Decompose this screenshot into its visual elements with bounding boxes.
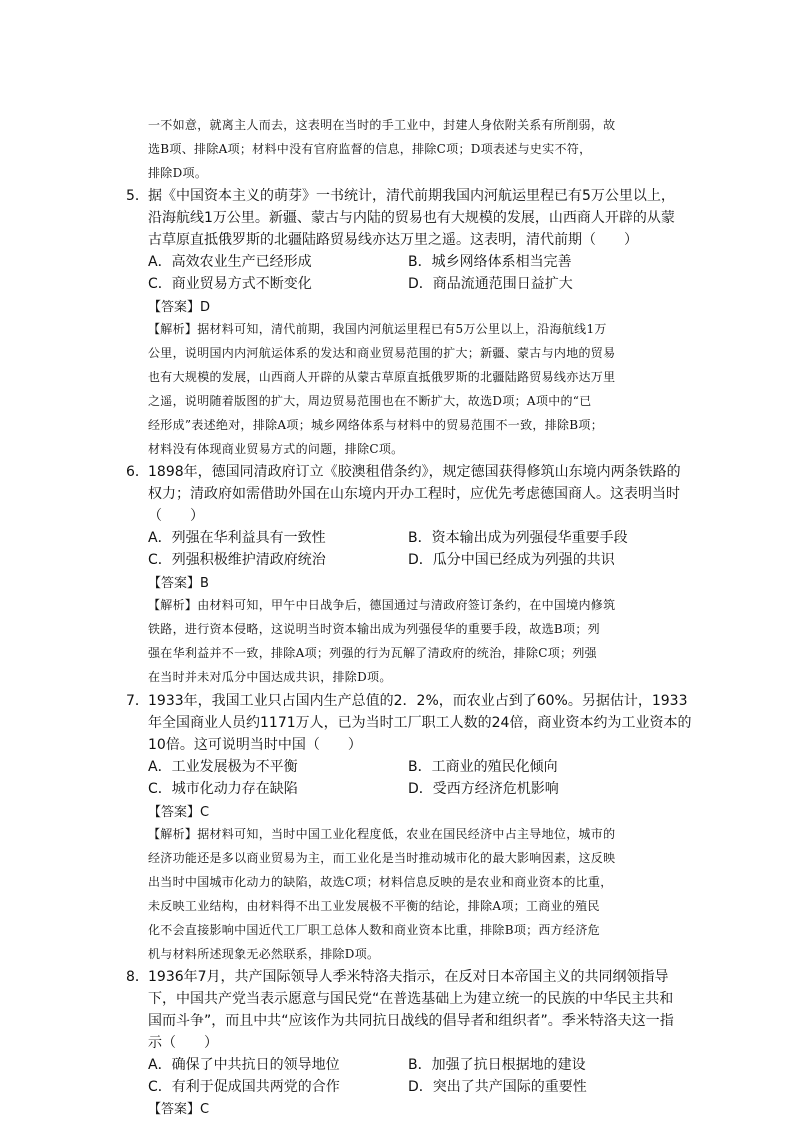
answer-label: 【答案】C — [148, 805, 210, 820]
explanation-line: 在当时并未对瓜分中国达成共识，排除D项。 — [148, 670, 392, 684]
question-number: 8． — [126, 969, 149, 985]
option-c: C．城市化动力存在缺陷 — [148, 781, 298, 797]
question-stem-line: （ ） — [148, 508, 204, 524]
option-d: D．受西方经济危机影响 — [408, 781, 559, 797]
option-c: C．有利于促成国共两党的合作 — [148, 1079, 340, 1095]
explanation-line: 选B项、排除A项；材料中没有官府监督的信息，排除C项；D项表述与史实不符， — [148, 142, 592, 156]
option-d: D．商品流通范围日益扩大 — [408, 276, 573, 292]
option-a: A．列强在华利益具有一致性 — [148, 530, 326, 546]
option-d: D．瓜分中国已经成为列强的共识 — [408, 552, 615, 568]
question-stem-line: 1898年，德国同清政府订立《胶澳租借条约》，规定德国获得修筑山东境内两条铁路的 — [148, 464, 681, 480]
question-stem-line: 国而斗争”，而且中共“应该作为共同抗日战线的倡导者和组织者”。季米特洛夫这一指 — [148, 1013, 674, 1029]
explanation-line: 材料没有体现商业贸易方式的问题，排除C项。 — [148, 442, 404, 456]
question-stem-line: 示（ ） — [148, 1035, 218, 1051]
question-stem-line: 1936年7月，共产国际领导人季米特洛夫指示，在反对日本帝国主义的共同纲领指导 — [148, 969, 669, 985]
explanation-line: 铁路，进行资本侵略，这说明当时资本输出成为列强侵华的重要手段，故选B项；列 — [148, 622, 600, 636]
explanation-line: 【解析】由材料可知，甲午中日战争后，德国通过与清政府签订条约，在中国境内修筑 — [148, 598, 616, 612]
explanation-line: 化不会直接影响中国近代工厂职工总体人数和商业资本比重，排除B项；西方经济危 — [148, 923, 600, 937]
option-a: A．高效农业生产已经形成 — [148, 254, 312, 270]
question-number: 6． — [126, 464, 149, 480]
option-d: D．突出了共产国际的重要性 — [408, 1079, 587, 1095]
question-stem-line: 据《中国资本主义的萌芽》一书统计，清代前期我国内河航运里程已有5万公里以上， — [148, 188, 675, 204]
question-stem-line: 古草原直抵俄罗斯的北疆陆路贸易线亦达万里之遥。这表明，清代前期（ ） — [148, 232, 638, 248]
option-c: C．列强积极维护清政府统治 — [148, 552, 326, 568]
answer-label: 【答案】D — [148, 300, 211, 315]
option-a: A．确保了中共抗日的领导地位 — [148, 1057, 340, 1073]
question-stem-line: 10倍。这可说明当时中国（ ） — [148, 737, 362, 753]
option-b: B．工商业的殖民化倾向 — [408, 759, 558, 775]
question-stem-line: 1933年，我国工业只占国内生产总值的2．2%，而农业占到了60%。另据估计，1933 — [148, 693, 688, 709]
option-b: B．城乡网络体系相当完善 — [408, 254, 572, 270]
explanation-line: 之遥，说明随着版图的扩大，周边贸易范围也在不断扩大，故选D项；A项中的“已 — [148, 394, 592, 408]
explanation-line: 【解析】据材料可知，清代前期，我国内河航运里程已有5万公里以上，沿海航线1万 — [148, 322, 607, 336]
option-b: B．加强了抗日根据地的建设 — [408, 1057, 586, 1073]
question-number: 5． — [126, 188, 149, 204]
explanation-line: 排除D项。 — [148, 166, 208, 180]
question-number: 7． — [126, 693, 149, 709]
option-a: A．工业发展极为不平衡 — [148, 759, 298, 775]
explanation-line: 经形成”表述绝对，排除A项；城乡网络体系与材料中的贸易范围不一致，排除B项； — [148, 418, 604, 432]
explanation-line: 经济功能还是多以商业贸易为主，而工业化是当时推动城市化的最大影响因素，这反映 — [148, 851, 616, 865]
explanation-line: 也有大规模的发展，山西商人开辟的从蒙古草原直抵俄罗斯的北疆陆路贸易线亦达万里 — [148, 370, 616, 384]
explanation-line: 机与材料所述现象无必然联系，排除D项。 — [148, 947, 380, 961]
explanation-line: 【解析】据材料可知，当时中国工业化程度低，农业在国民经济中占主导地位，城市的 — [148, 827, 616, 841]
option-c: C．商业贸易方式不断变化 — [148, 276, 312, 292]
answer-label: 【答案】B — [148, 576, 209, 591]
question-stem-line: 年全国商业人员约1171万人，已为当时工厂职工人数的24倍，商业资本约为工业资本的 — [148, 715, 692, 731]
option-b: B．资本输出成为列强侵华重要手段 — [408, 530, 628, 546]
explanation-line: 强在华利益并不一致，排除A项；列强的行为瓦解了清政府的统治，排除C项；列强 — [148, 646, 597, 660]
answer-label: 【答案】C — [148, 1102, 210, 1117]
explanation-line: 一不如意，就离主人而去，这表明在当时的手工业中，封建人身依附关系有所削弱，故 — [148, 118, 616, 132]
question-stem-line: 权力；清政府如需借助外国在山东境内开办工程时，应优先考虑德国商人。这表明当时 — [148, 486, 680, 502]
explanation-line: 出当时中国城市化动力的缺陷，故选C项；材料信息反映的是农业和商业资本的比重， — [148, 875, 613, 889]
explanation-line: 公里，说明国内内河航运体系的发达和商业贸易范围的扩大；新疆、蒙古与内地的贸易 — [148, 346, 616, 360]
question-stem-line: 下，中国共产党当表示愿意与国民党“在普选基础上为建立统一的民族的中华民主共和 — [148, 991, 674, 1007]
question-stem-line: 沿海航线1万公里。新疆、蒙古与内陆的贸易也有大规模的发展，山西商人开辟的从蒙 — [148, 210, 675, 226]
explanation-line: 未反映工业结构，由材料得不出工业发展极不平衡的结论，排除A项；工商业的殖民 — [148, 899, 600, 913]
